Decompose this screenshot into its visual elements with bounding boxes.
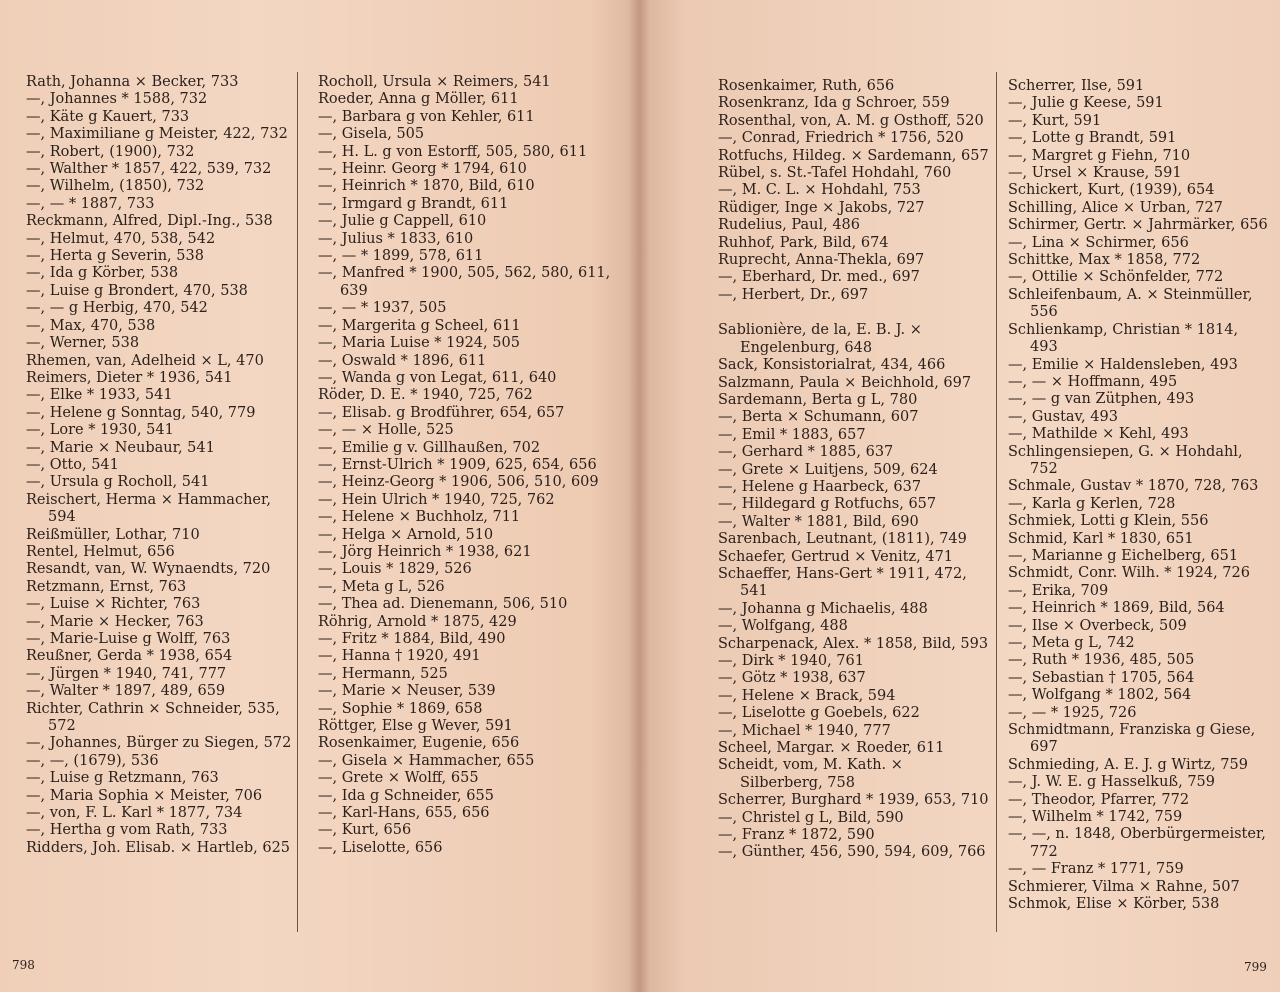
- index-entry: —, Wanda g von Legat, 611, 640: [318, 369, 557, 386]
- index-entry: —, Liselotte g Goebels, 622: [718, 705, 920, 722]
- index-entry: —, Elke * 1933, 541: [26, 387, 173, 404]
- index-entry: Rosenkaimer, Eugenie, 656: [318, 735, 520, 752]
- index-entry: —, — * 1899, 578, 611: [318, 248, 484, 265]
- index-entry: —, Lotte g Brandt, 591: [1008, 130, 1177, 147]
- index-entry: —, Margret g Fiehn, 710: [1008, 147, 1191, 164]
- index-entry: —, Liselotte, 656: [318, 839, 443, 856]
- index-entry: —, — g van Zütphen, 493: [1008, 391, 1195, 408]
- index-entry: —, Theodor, Pfarrer, 772: [1008, 791, 1190, 808]
- index-entry: —, Ida g Schneider, 655: [318, 787, 494, 804]
- index-entry: —, Julie g Cappell, 610: [318, 213, 487, 230]
- index-entry: —, Christel g L, Bild, 590: [718, 809, 904, 826]
- left-column-2: [318, 74, 618, 857]
- index-entry: —, Hertha g vom Rath, 733: [26, 822, 228, 839]
- index-entry: —, Ottilie × Schönfelder, 772: [1008, 269, 1224, 286]
- index-entry: Scherrer, Burghard * 1939, 653, 710: [718, 792, 989, 809]
- index-entry: —, Luise g Brondert, 470, 538: [26, 282, 248, 299]
- index-entry: —, Jürgen * 1940, 741, 777: [26, 665, 227, 682]
- index-entry: —, Maria Luise * 1924, 505: [318, 335, 520, 352]
- index-entry: Röhrig, Arnold * 1875, 429: [318, 613, 517, 630]
- index-entry: —, Max, 470, 538: [26, 317, 156, 334]
- index-entry: —, Hermann, 525: [318, 665, 448, 682]
- index-entry: —, Kurt, 656: [318, 822, 412, 839]
- index-entry: Ridders, Joh. Elisab. × Hartleb, 625: [26, 839, 291, 856]
- index-entry: —, Ida g Körber, 538: [26, 265, 179, 282]
- index-entry: Rentel, Helmut, 656: [26, 543, 175, 560]
- index-entry: —, — g Herbig, 470, 542: [26, 300, 208, 317]
- index-entry: —, — * 1887, 733: [26, 195, 155, 212]
- index-entry: —, Kurt, 591: [1008, 112, 1102, 129]
- index-entry: Rosenkranz, Ida g Schroer, 559: [718, 95, 950, 112]
- index-entry: —, Marie-Luise g Wolff, 763: [26, 631, 231, 647]
- index-entry: Schleifenbaum, A. × Steinmüller, 556: [1008, 286, 1253, 321]
- index-entry: —, Meta g L, 526: [318, 578, 445, 595]
- index-entry: Ruprecht, Anna-Thekla, 697: [718, 252, 925, 269]
- index-entry: —, Thea ad. Dienemann, 506, 510: [318, 596, 568, 613]
- index-entry: Rosenthal, von, A. M. g Osthoff, 520: [718, 112, 984, 129]
- index-entry: —, Johannes, Bürger zu Siegen, 572: [26, 735, 292, 752]
- index-entry: Schittke, Max * 1858, 772: [1008, 252, 1201, 269]
- index-entry: Scheidt, vom, M. Kath. × Silberberg, 758: [718, 757, 903, 791]
- index-entry: —, Margerita g Scheel, 611: [318, 317, 521, 334]
- index-entry: Rosenkaimer, Ruth, 656: [718, 78, 895, 94]
- index-entry: Scharpenack, Alex. * 1858, Bild, 593: [718, 635, 989, 652]
- page-number-left: 798: [12, 958, 35, 972]
- index-entry: —, Oswald * 1896, 611: [318, 352, 487, 369]
- right-column-1-r-section: [718, 78, 990, 304]
- index-entry: Schmale, Gustav * 1870, 728, 763: [1008, 478, 1259, 495]
- index-entry: —, Marie × Neubaur, 541: [26, 439, 215, 456]
- index-entry: —, Julie g Keese, 591: [1008, 95, 1164, 112]
- index-entry: Schaefer, Gertrud × Venitz, 471: [718, 548, 954, 565]
- index-entry: —, Grete × Luitjens, 509, 624: [718, 461, 938, 478]
- index-entry: Reußner, Gerda * 1938, 654: [26, 648, 233, 665]
- index-entry: —, Gisela, 505: [318, 126, 425, 143]
- index-entry: —, Johannes * 1588, 732: [26, 91, 208, 108]
- index-entry: —, Luise g Retzmann, 763: [26, 770, 219, 787]
- index-entry: —, Käte g Kauert, 733: [26, 108, 190, 125]
- left-column-1: [26, 74, 294, 857]
- index-entry: —, Heinrich * 1870, Bild, 610: [318, 178, 535, 195]
- index-entry: —, J. W. E. g Hasselkuß, 759: [1008, 774, 1216, 791]
- index-entry: —, Götz * 1938, 637: [718, 670, 866, 687]
- right-column-1-s-section: [718, 322, 990, 862]
- index-entry: —, Walter * 1897, 489, 659: [26, 683, 226, 700]
- index-entry: —, Wolfgang * 1802, 564: [1008, 687, 1192, 704]
- index-entry: —, Elisab. g Brodführer, 654, 657: [318, 404, 565, 421]
- index-entry: —, H. L. g von Estorff, 505, 580, 611: [318, 143, 588, 160]
- index-entry: —, Barbara g von Kehler, 611: [318, 108, 535, 125]
- index-entry: —, Wilhelm, (1850), 732: [26, 178, 205, 195]
- index-entry: Schmieding, A. E. J. g Wirtz, 759: [1008, 756, 1248, 773]
- index-entry: Rübel, s. St.-Tafel Hohdahl, 760: [718, 165, 952, 182]
- index-entry: —, Franz * 1872, 590: [718, 827, 875, 844]
- index-entry: Roeder, Anna g Möller, 611: [318, 91, 519, 108]
- index-entry: Schmidtmann, Franziska g Giese, 697: [1008, 722, 1256, 756]
- index-entry: Rocholl, Ursula × Reimers, 541: [318, 74, 551, 90]
- index-entry: —, Grete × Wolff, 655: [318, 770, 479, 787]
- index-entry: —, Marie × Hecker, 763: [26, 613, 204, 630]
- index-entry: —, Eberhard, Dr. med., 697: [718, 269, 920, 286]
- index-entry: Sablionière, de la, E. B. J. × Engelenburg, 648: [718, 322, 922, 356]
- index-entry: Ruhhof, Park, Bild, 674: [718, 234, 889, 251]
- index-entry: —, Wolfgang, 488: [718, 618, 848, 635]
- book-gutter: [628, 0, 650, 992]
- index-entry: —, Marie × Neuser, 539: [318, 683, 496, 700]
- index-entry: —, Julius * 1833, 610: [318, 230, 474, 247]
- index-entry: Richter, Cathrin × Schneider, 535, 572: [26, 700, 280, 735]
- index-entry: —, Conrad, Friedrich * 1756, 520: [718, 130, 964, 147]
- index-entry: —, Walther * 1857, 422, 539, 732: [26, 161, 272, 178]
- index-entry: —, Gustav, 493: [1008, 408, 1118, 425]
- index-entry: Reischert, Herma × Hammacher, 594: [26, 491, 271, 526]
- index-entry: —, Hanna † 1920, 491: [318, 648, 481, 665]
- index-entry: —, Otto, 541: [26, 456, 119, 473]
- index-entry: —, Helene g Sonntag, 540, 779: [26, 404, 256, 421]
- index-entry: Salzmann, Paula × Beichhold, 697: [718, 374, 972, 391]
- index-entry: Schmidt, Conr. Wilh. * 1924, 726: [1008, 565, 1250, 582]
- index-entry: Schickert, Kurt, (1939), 654: [1008, 182, 1215, 199]
- index-entry: —, Emilie × Haldensleben, 493: [1008, 356, 1238, 373]
- index-entry: —, Maximiliane g Meister, 422, 732: [26, 126, 288, 143]
- index-entry: Sack, Konsistorialrat, 434, 466: [718, 357, 946, 374]
- index-entry: —, Helene g Haarbeck, 637: [718, 478, 922, 495]
- index-entry: —, von, F. L. Karl * 1877, 734: [26, 805, 243, 822]
- index-entry: —, Maria Sophia × Meister, 706: [26, 787, 263, 804]
- index-entry: —, Louis * 1829, 526: [318, 561, 472, 578]
- index-entry: Rudelius, Paul, 486: [718, 217, 861, 234]
- index-entry: —, Helene × Brack, 594: [718, 687, 896, 704]
- index-entry: —, Erika, 709: [1008, 582, 1109, 599]
- index-entry: —, —, (1679), 536: [26, 752, 159, 769]
- index-entry: Schmierer, Vilma × Rahne, 507: [1008, 878, 1240, 895]
- index-entry: Sarenbach, Leutnant, (1811), 749: [718, 531, 967, 548]
- index-entry: —, Dirk * 1940, 761: [718, 653, 864, 669]
- index-entry: Resandt, van, W. Wynaendts, 720: [26, 561, 271, 578]
- index-entry: —, Luise × Richter, 763: [26, 596, 201, 613]
- index-entry: Sardemann, Berta g L, 780: [718, 391, 918, 408]
- index-entry: —, Werner, 538: [26, 335, 140, 352]
- index-entry: —, Hein Ulrich * 1940, 725, 762: [318, 491, 555, 508]
- index-entry: —, Mathilde × Kehl, 493: [1008, 426, 1189, 443]
- index-entry: —, Johanna g Michaelis, 488: [718, 600, 928, 617]
- index-entry: Retzmann, Ernst, 763: [26, 578, 187, 595]
- index-entry: —, Heinr. Georg * 1794, 610: [318, 161, 527, 178]
- index-entry: Schmiek, Lotti g Klein, 556: [1008, 513, 1209, 530]
- index-entry: —, Gerhard * 1885, 637: [718, 444, 894, 461]
- index-entry: —, Heinrich * 1869, Bild, 564: [1008, 600, 1225, 617]
- index-entry: —, Marianne g Eichelberg, 651: [1008, 547, 1239, 564]
- index-entry: —, Günther, 456, 590, 594, 609, 766: [718, 844, 986, 861]
- index-entry: Rhemen, van, Adelheid × L, 470: [26, 352, 264, 369]
- index-entry: Rath, Johanna × Becker, 733: [26, 74, 239, 90]
- index-entry: —, Helene × Buchholz, 711: [318, 509, 521, 526]
- index-entry: Röder, D. E. * 1940, 725, 762: [318, 387, 533, 404]
- index-entry: —, Fritz * 1884, Bild, 490: [318, 631, 506, 647]
- index-entry: —, Meta g L, 742: [1008, 635, 1135, 651]
- index-entry: Schmok, Elise × Körber, 538: [1008, 896, 1220, 913]
- index-entry: —, — Franz * 1771, 759: [1008, 861, 1184, 878]
- index-entry: Schlienkamp, Christian * 1814, 493: [1008, 321, 1239, 356]
- index-entry: —, Ursel × Krause, 591: [1008, 165, 1182, 182]
- index-entry: —, Emil * 1883, 657: [718, 426, 866, 443]
- column-rule-left: [297, 72, 298, 932]
- index-entry: —, Gisela × Hammacher, 655: [318, 752, 535, 769]
- index-entry: —, Herbert, Dr., 697: [718, 286, 869, 303]
- index-entry: —, Heinz-Georg * 1906, 506, 510, 609: [318, 474, 599, 491]
- index-entry: —, — × Holle, 525: [318, 422, 454, 439]
- index-entry: Schaeffer, Hans-Gert * 1911, 472, 541: [718, 565, 967, 600]
- right-column-1: [718, 78, 990, 862]
- index-entry: —, Ursula g Rocholl, 541: [26, 474, 210, 491]
- index-entry: Rüdiger, Inge × Jakobs, 727: [718, 199, 925, 216]
- index-entry: —, Lore * 1930, 541: [26, 422, 174, 439]
- index-entry: Schmid, Karl * 1830, 651: [1008, 530, 1194, 547]
- index-entry: —, Jörg Heinrich * 1938, 621: [318, 543, 532, 560]
- index-entry: Röttger, Else g Wever, 591: [318, 718, 513, 735]
- right-column-2: [1008, 78, 1270, 914]
- index-entry: Reimers, Dieter * 1936, 541: [26, 369, 233, 386]
- index-entry: —, — × Hoffmann, 495: [1008, 373, 1178, 390]
- column-rule-right: [996, 72, 997, 932]
- index-entry: —, Karla g Kerlen, 728: [1008, 495, 1176, 512]
- index-entry: Rotfuchs, Hildeg. × Sardemann, 657: [718, 147, 989, 164]
- index-entry: —, Sophie * 1869, 658: [318, 700, 483, 717]
- index-entry: Scheel, Margar. × Roeder, 611: [718, 740, 945, 757]
- index-entry: —, Herta g Severin, 538: [26, 248, 204, 265]
- index-entry: Schilling, Alice × Urban, 727: [1008, 199, 1223, 216]
- index-entry: —, Berta × Schumann, 607: [718, 409, 919, 426]
- index-entry: Schlingensiepen, G. × Hohdahl, 752: [1008, 443, 1243, 477]
- index-entry: Reckmann, Alfred, Dipl.-Ing., 538: [26, 213, 273, 230]
- index-entry: —, —, n. 1848, Oberbürgermeister, 772: [1008, 826, 1266, 860]
- index-entry: Scherrer, Ilse, 591: [1008, 78, 1145, 94]
- index-entry: —, Emilie g v. Gillhaußen, 702: [318, 439, 541, 456]
- index-entry: —, Ernst-Ulrich * 1909, 625, 654, 656: [318, 456, 597, 473]
- index-entry: Schirmer, Gertr. × Jahrmärker, 656: [1008, 217, 1268, 234]
- index-entry: —, Irmgard g Brandt, 611: [318, 195, 509, 212]
- index-entry: —, Ruth * 1936, 485, 505: [1008, 652, 1195, 669]
- index-entry: —, Manfred * 1900, 505, 562, 580, 611, 639: [318, 265, 611, 299]
- index-entry: —, Ilse × Overbeck, 509: [1008, 617, 1187, 634]
- page-number-right: 799: [1244, 960, 1267, 974]
- index-entry: —, Karl-Hans, 655, 656: [318, 805, 490, 822]
- index-entry: —, Michael * 1940, 777: [718, 722, 891, 739]
- index-entry: —, Walter * 1881, Bild, 690: [718, 513, 919, 530]
- index-entry: —, Wilhelm * 1742, 759: [1008, 809, 1183, 826]
- index-entry: —, Sebastian † 1705, 564: [1008, 669, 1195, 686]
- index-entry: —, Lina × Schirmer, 656: [1008, 234, 1189, 251]
- index-entry: —, — * 1925, 726: [1008, 704, 1137, 721]
- index-entry: —, M. C. L. × Hohdahl, 753: [718, 182, 921, 199]
- index-entry: —, Helmut, 470, 538, 542: [26, 230, 216, 247]
- index-entry: Reißmüller, Lothar, 710: [26, 526, 200, 543]
- section-gap: [718, 304, 990, 322]
- index-entry: —, Hildegard g Rotfuchs, 657: [718, 496, 937, 513]
- index-entry: —, Robert, (1900), 732: [26, 143, 195, 160]
- index-entry: —, Helga × Arnold, 510: [318, 526, 494, 543]
- index-entry: —, — * 1937, 505: [318, 300, 447, 317]
